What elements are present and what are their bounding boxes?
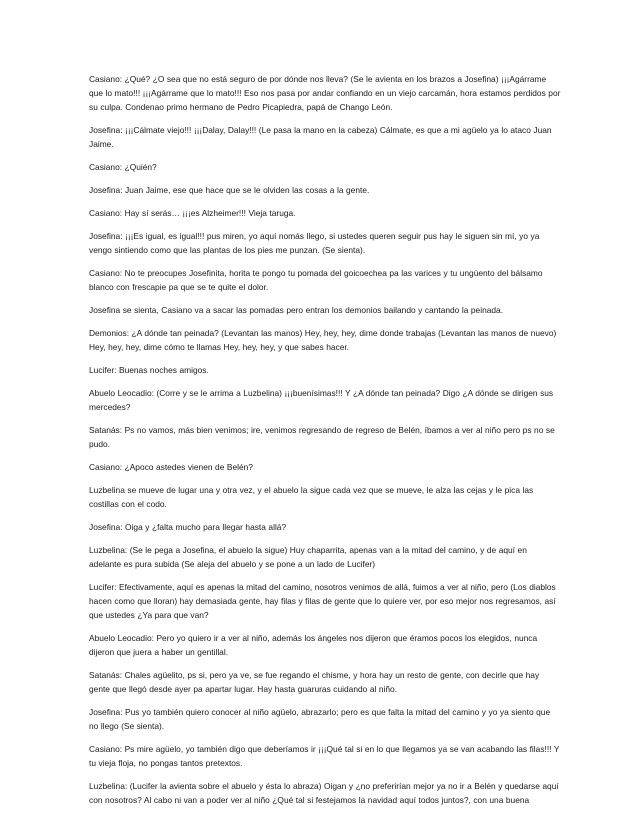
paragraph-satanas-1: Satanás: Ps no vamos, más bien venimos; ire, venimos regresando de regreso de Belén, íbamos a ver al niño pero ps no se pudo.: [89, 425, 555, 449]
paragraph-lucifer-1: Lucifer: Buenas noches amigos.: [89, 365, 209, 375]
paragraph-casiano-5: Casiano: ¿Apoco astedes vienen de Belén?: [89, 462, 253, 472]
paragraph-josefina-4: Josefina: Oiga y ¿falta mucho para llegar hasta allá?: [89, 522, 287, 532]
paragraph-josefina-1: Josefina: ¡¡¡Cálmate viejo!!! ¡¡¡Dalay, Dalay!!! (Le pasa la mano en la cabeza) Cálmate, es que a mi agüelo ya lo ataco Juan Jaime.: [89, 125, 552, 149]
paragraph-casiano-2: Casiano: ¿Quién?: [89, 162, 157, 172]
paragraph-stage-direction-2: Luzbelina se mueve de lugar una y otra vez, y el abuelo la sigue cada vez que se mueve, le alza las cejas y le pica las costillas con el codo.: [89, 485, 534, 509]
paragraph-casiano-1: Casiano: ¿Qué? ¿O sea que no está seguro de por dónde nos lleva? (Se le avienta en los brazos a Josefina) ¡¡¡Agárrame que lo mato!!! ¡¡¡Agárrame que lo mato!!! Eso nos pasa por andar confiando en un viejo carcamán, hora estamos perdidos por su culpa. Condenao primo hermano de Pedro Picapiedra, papá de Chango León.: [89, 74, 561, 112]
paragraph-stage-direction-1: Josefina se sienta, Casiano va a sacar las pomadas pero entran los demonios bailando y cantando la peinada.: [89, 305, 504, 315]
paragraph-abuelo-2: Abuelo Leocadio: Pero yo quiero ir a ver al niño, además los ángeles nos dijeron que éramos pocos los elegidos, nunca dijeron que juera a haber un gentillal.: [89, 633, 538, 657]
paragraph-casiano-6: Casiano: Ps mire agüelo, yo también digo que deberíamos ir ¡¡¡Qué tal si en lo que llegamos ya se van acabando las filas!!! Y tu vieja floja, no pongas tantos pretextos.: [89, 744, 560, 768]
document-page: [89, 72, 561, 816]
paragraph-luzbelina-1: Luzbelina: (Se le pega a Josefina, el abuelo la sigue) Huy chaparrita, apenas van a la mitad del camino, y de aquí en adelante es pura subida (Se aleja del abuelo y se pone a un lado de Lucifer): [89, 545, 527, 569]
paragraph-josefina-3: Josefina: ¡¡¡Es igual, es igual!!! pus miren, yo aquí nomás llego, si ustedes queren seguir pus hay le siguen sin mí, yo ya vengo sintiendo como que las plantas de los pies me punzan. (Se sienta).: [89, 231, 540, 255]
paragraph-casiano-4: Casiano: No te preocupes Josefinita, horita te pongo tu pomada del goicoechea pa las varices y tu ungüento del bálsamo blanco con frescapie pa que se te quite el dolor.: [89, 268, 543, 292]
paragraph-luzbelina-2: Luzbelina: (Lucifer la avienta sobre el abuelo y ésta lo abraza) Oigan y ¿no preferirían mejor ya no ir a Belén y quedarse aquí con nosotros? Al cabo ni van a poder ver al niño ¿Qué tal si festejamos la navidad aquí todos juntos?, con una buena: [89, 781, 559, 805]
paragraph-satanas-2: Satanás: Chales agüelito, ps si, pero ya ve, se fue regando el chisme, y hora hay un resto de gente, con decirle que hay gente que llegó desde ayer pa apartar lugar. Hay hasta guaruras cuidando al niño.: [89, 670, 540, 694]
paragraph-lucifer-2: Lucifer: Efectivamente, aquí es apenas la mitad del camino, nosotros venimos de allá, fuimos a ver al niño, pero (Los diablos hacen como que lloran) hay demasiada gente, hay filas y filas de gente que lo quiere ver, por eso mejor nos regresamos, así que ustedes ¿Ya para que van?: [89, 582, 556, 620]
paragraph-casiano-3: Casiano: Hay sí serás… ¡¡¡es Alzheimer!!! Vieja taruga.: [89, 208, 296, 218]
paragraph-josefina-2: Josefina: Juan Jaime, ese que hace que se le olviden las cosas a la gente.: [89, 185, 370, 195]
paragraph-abuelo-1: Abuelo Leocadio: (Corre y se le arrima a Luzbelina) ¡¡¡buenísimas!!! Y ¿A dónde tan peinada? Digo ¿A dónde se dirigen sus mercedes?: [89, 388, 554, 412]
paragraph-josefina-5: Josefina: Pus yo también quiero conocer al niño agüelo, abrazarlo; pero es que falta la mitad del camino y yo ya siento que no llego (Se sienta).: [89, 707, 551, 731]
paragraph-demonios-1: Demonios: ¿A dónde tan peinada? (Levantan las manos) Hey, hey, hey, dime donde trabajas (Levantan las manos de nuevo) Hey, hey, hey, dime cómo te llamas Hey, hey, hey, y que sabes hacer.: [89, 328, 557, 352]
